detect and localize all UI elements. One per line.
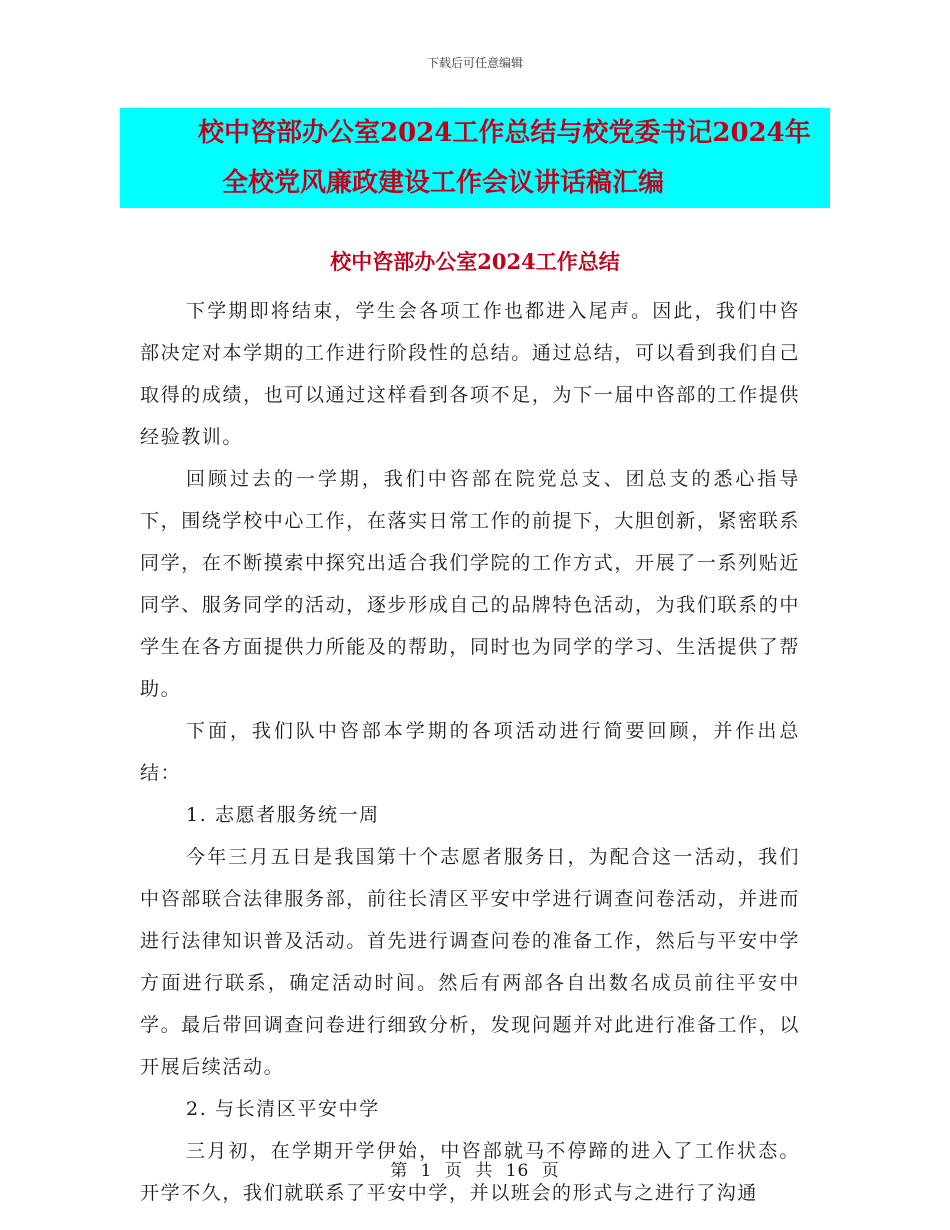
header-note: 下载后可任意编辑 (426, 56, 523, 70)
footer-total-prefix: 共 (475, 1161, 494, 1181)
document-title (120, 108, 830, 208)
document-title-line-2: 全校党风廉政建设工作会议讲话稿汇编 (222, 168, 665, 198)
list-heading: 1. 志愿者服务统一周 (186, 804, 380, 826)
paragraph: 下面，我们队中咨部本学期的各项活动进行简要回顾，并作出总结： (140, 720, 800, 784)
document-title-line-1: 校中咨部办公室2024工作总结与校党委书记2024年 (198, 118, 811, 148)
footer-suffix: 页 (541, 1161, 560, 1181)
section-title: 校中咨部办公室2024工作总结 (330, 249, 620, 274)
current-page-number: 1 (420, 1161, 433, 1181)
body-text (140, 290, 800, 1214)
total-pages-number: 16 (505, 1161, 530, 1181)
page-footer (0, 1156, 950, 1181)
paragraph: 三月初，在学期开学伊始，中咨部就马不停蹄的进入了工作状态。开学不久，我们就联系了平安中学，并以班会的形式与之进行了沟通 (140, 1140, 800, 1204)
footer-prefix: 第 (390, 1161, 409, 1181)
paragraph: 回顾过去的一学期，我们中咨部在院党总支、团总支的悉心指导下，围绕学校中心工作，在落实日常工作的前提下，大胆创新，紧密联系同学，在不断摸索中探究出适合我们学院的工作方式，开展了一系列贴近同学、服务同学的活动，逐步形成自己的品牌特色活动，为我们联系的中学生在各方面提供力所能及的帮助，同时也为同学的学习、生活提供了帮助。 (140, 468, 800, 700)
paragraph: 今年三月五日是我国第十个志愿者服务日，为配合这一活动，我们中咨部联合法律服务部，前往长清区平安中学进行调查问卷活动，并进而进行法律知识普及活动。首先进行调查问卷的准备工作，然后与平安中学方面进行联系，确定活动时间。然后有两部各自出数名成员前往平安中学。最后带回调查问卷进行细致分析，发现问题并对此进行准备工作，以开展后续活动。 (140, 846, 800, 1078)
paragraph: 下学期即将结束，学生会各项工作也都进入尾声。因此，我们中咨部决定对本学期的工作进行阶段性的总结。通过总结，可以看到我们自己取得的成绩，也可以通过这样看到各项不足，为下一届中咨部的工作提供经验教训。 (140, 300, 800, 448)
list-heading: 2. 与长清区平安中学 (186, 1098, 380, 1120)
footer-page-word: 页 (444, 1161, 463, 1181)
